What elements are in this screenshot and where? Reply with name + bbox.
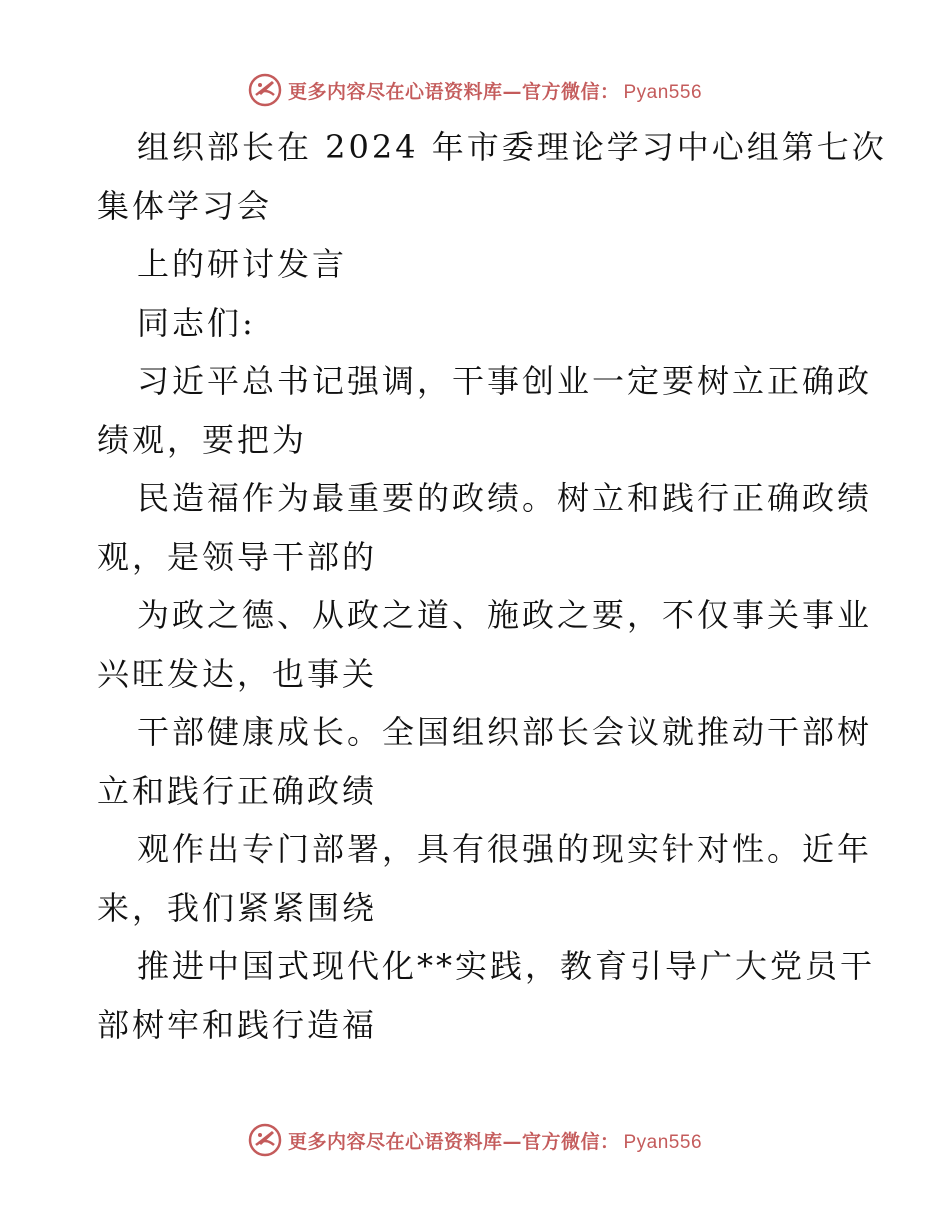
footer-banner-inner bbox=[248, 1123, 702, 1157]
footer-banner-text bbox=[288, 1127, 702, 1154]
footer-wechat-label: 官方微信： bbox=[521, 1130, 620, 1153]
footer-separator: — bbox=[502, 1130, 522, 1153]
body-line: 观作出专门部署，具有很强的现实针对性。近年 bbox=[137, 830, 873, 868]
document-body bbox=[97, 118, 887, 1054]
body-line: 立和践行正确政绩 bbox=[97, 771, 378, 810]
body-line: 来，我们紧紧围绕 bbox=[97, 888, 378, 927]
header-wechat-id: Pyan556 bbox=[623, 81, 703, 103]
salutation: 同志们: bbox=[137, 303, 256, 342]
book-quill-logo-icon bbox=[248, 73, 282, 107]
header-banner-text bbox=[288, 77, 702, 104]
header-separator: — bbox=[502, 80, 522, 103]
body-line: 干部健康成长。全国组织部长会议就推动干部树 bbox=[137, 713, 873, 751]
body-line: 部树牢和践行造福 bbox=[97, 1005, 378, 1044]
footer-site-text: 更多内容尽在心语资料库 bbox=[287, 1130, 503, 1153]
header-banner bbox=[0, 70, 950, 110]
footer-wechat-id: Pyan556 bbox=[623, 1131, 703, 1153]
header-banner-inner bbox=[248, 73, 702, 107]
footer-banner bbox=[0, 1120, 950, 1160]
body-line: 习近平总书记强调，干事创业一定要树立正确政 bbox=[137, 362, 873, 400]
title-line-1: 组织部长在 2024 年市委理论学习中心组第七次 bbox=[137, 128, 887, 166]
body-line: 绩观，要把为 bbox=[97, 420, 308, 459]
body-line: 民造福作为最重要的政绩。树立和践行正确政绩 bbox=[137, 479, 873, 517]
title-line-3: 上的研讨发言 bbox=[137, 245, 348, 283]
body-line: 推进中国式现代化**实践，教育引导广大党员干 bbox=[137, 947, 876, 985]
header-site-text: 更多内容尽在心语资料库 bbox=[287, 80, 503, 103]
book-quill-logo-icon bbox=[248, 1123, 282, 1157]
body-line: 为政之德、从政之道、施政之要，不仅事关事业 bbox=[137, 596, 873, 634]
body-line: 兴旺发达，也事关 bbox=[97, 654, 378, 693]
body-line: 观，是领导干部的 bbox=[97, 537, 378, 576]
header-wechat-label: 官方微信： bbox=[521, 80, 620, 103]
title-line-2: 集体学习会 bbox=[97, 186, 273, 225]
